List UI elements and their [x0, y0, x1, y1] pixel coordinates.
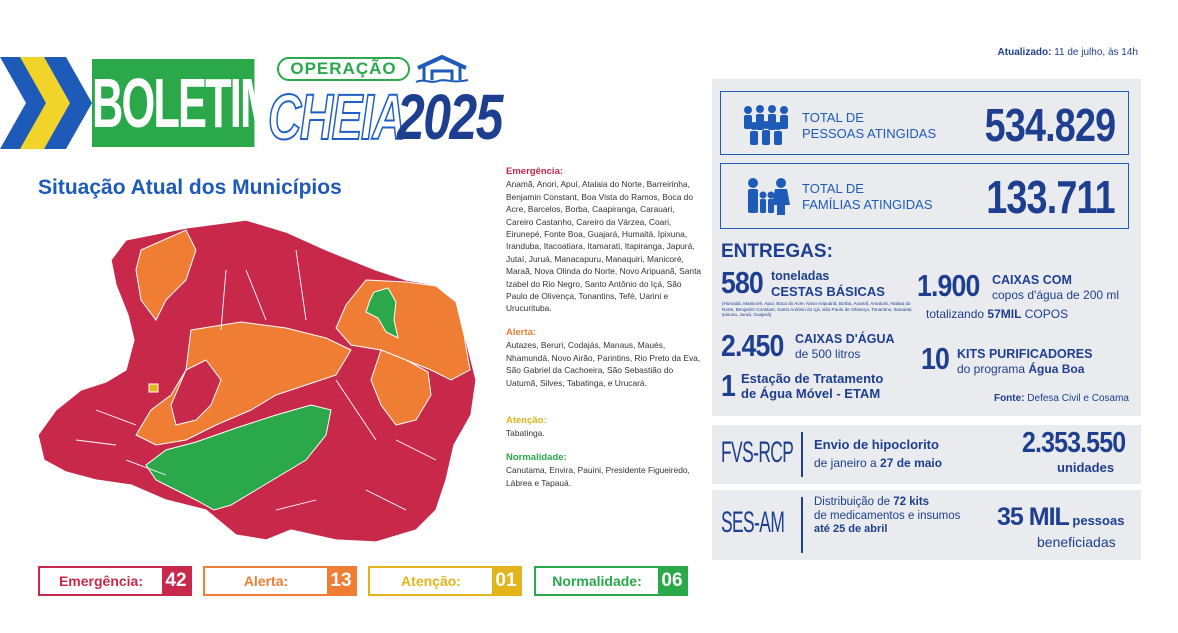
house-roof-icon — [414, 54, 470, 84]
legend-emergency-title: Emergência: — [506, 166, 564, 177]
status-box-normal — [534, 566, 688, 596]
legend-emergency-text: Anamã, Anori, Apuí, Atalaia do Norte, Barreirinha, Benjamin Constant, Boa Vista do Ramos, Boca do Acre, Barcelos, Borba, Caapiranga, Carauari, Careiro Castanho, Careiro da Várzea, Coari, Eirunepé, Fonte Boa, Guajará, Humaitá, Ipixuna, Iranduba, Itacoatiara, Itamarati, Itapiranga, Japurá, Jutaí, Juruá, Manacapuru, Manaquiri, Manicoré, Maraã, Nova Olinda do Norte, Novo Aripuanã, Santa Izabel do Rio Negro, Santo Antônio do Içá, São Paulo de Olivença, Tonantins, Tefé, Uarini e Urucurituba. — [506, 179, 702, 314]
fvs-line2 — [814, 456, 942, 470]
legend-normal-text: Canutama, Envira, Pauini, Presidente Figueiredo, Lábrea e Tapauá. — [506, 465, 690, 488]
status-label: Alerta: — [243, 573, 289, 589]
map-region-attention — [149, 384, 158, 392]
total-people-label-line1: TOTAL DE — [802, 110, 864, 125]
status-count: 42 — [162, 568, 190, 594]
water-tanks-number: 2.450 — [721, 328, 784, 363]
people-crowd-icon — [740, 104, 792, 146]
source-value: Defesa Civil e Cosama — [1024, 393, 1129, 404]
boletim-title: BOLETIM — [92, 59, 254, 147]
water-cups-total-value: 57MIL — [987, 307, 1022, 321]
ses-value: 35 MIL — [997, 503, 1069, 531]
etam-label-line2: de Água Móvel - ETAM — [741, 386, 881, 401]
source-note — [994, 393, 1129, 404]
legend-column — [506, 166, 702, 489]
baskets-unit: toneladas — [771, 269, 830, 283]
fvs-tag: FVS-RCP — [721, 436, 794, 469]
water-cups-number: 1.900 — [917, 268, 980, 303]
total-people-label-line2: PESSOAS ATINGIDAS — [802, 126, 937, 141]
fvs-unit: unidades — [1057, 460, 1115, 475]
ses-line1-kits: 72 kits — [893, 496, 930, 508]
total-families-label-line2: FAMÍLIAS ATINGIDAS — [802, 197, 933, 212]
status-count: 13 — [327, 568, 355, 594]
legend-alert-text: Autazes, Beruri, Codajás, Manaus, Maués, Nhamundá, Novo Airão, Parintins, Rio Preto da Eva, São Gabriel da Cachoeira, São Sebastião do Uatumã, Silves, Tabatinga, e Urucará. — [506, 340, 701, 388]
status-label: Normalidade: — [552, 573, 642, 589]
legend-attention-title: Atenção: — [506, 414, 547, 426]
purifier-kits-program: Água Boa — [1028, 362, 1085, 376]
water-tanks-label-line2: de 500 litros — [795, 347, 861, 361]
fvs-value: 2.353.550 — [1022, 427, 1126, 459]
status-label: Atenção: — [401, 573, 461, 589]
updated-value: 11 de julho, às 14h — [1051, 47, 1138, 58]
ses-tag: SES-AM — [721, 506, 785, 539]
legend-attention-text: Tabatinga. — [506, 428, 545, 439]
status-label: Emergência: — [58, 573, 144, 589]
total-people-value: 534.829 — [984, 99, 1115, 151]
water-cups-total-prefix: totalizando — [926, 307, 988, 321]
section-title: Situação Atual dos Municípios — [38, 176, 342, 199]
amazonas-map — [36, 210, 488, 555]
fvs-line2-date: 27 de maio — [880, 456, 943, 470]
legend-normal-title: Normalidade: — [506, 451, 567, 463]
status-box-attention — [368, 566, 522, 596]
status-count: 01 — [492, 568, 520, 594]
fvs-line1: Envio de hipoclorito — [814, 437, 939, 452]
updated-timestamp — [998, 47, 1138, 58]
purifier-kits-label-prefix: do programa — [957, 362, 1029, 376]
ses-line2: de medicamentos e insumos — [814, 510, 961, 522]
water-cups-label-line2: copos d'água de 200 ml — [992, 288, 1120, 302]
ses-line1-prefix: Distribuição de — [814, 496, 894, 508]
water-cups-label-line1: CAIXAS COM — [992, 273, 1072, 287]
deliveries-title: ENTREGAS: — [721, 241, 833, 262]
water-cups-total — [926, 307, 1068, 321]
ses-value-row — [997, 503, 1124, 532]
ses-line1 — [814, 495, 929, 509]
etam-label-line1: Estação de Tratamento — [741, 371, 884, 386]
operacao-label: OPERAÇÃO — [277, 57, 410, 81]
updated-label: Atualizado: — [997, 47, 1052, 58]
purifier-kits-label-line2 — [957, 362, 1084, 376]
baskets-label: CESTAS BÁSICAS — [771, 284, 885, 299]
source-label: Fonte: — [993, 393, 1025, 404]
baskets-municipalities-note: (Humaitá, Manicoré, Apuí, Boca do Acre, Novo Aripuanã, Borba, Anamã, Amaturá, Atalaia do Norte, Benjamin Constant, Santo Antônio do Içá, São Paulo de Olivença, Tonantins, Itamarati, Ipixuna, Juruá, Guajará) — [722, 301, 913, 317]
status-box-alert — [203, 566, 357, 596]
total-families-label-line1: TOTAL DE — [802, 181, 864, 196]
fvs-separator — [801, 432, 803, 477]
baskets-number: 580 — [721, 265, 763, 300]
water-cups-total-suffix: COPOS — [1021, 307, 1069, 321]
total-families-value: 133.711 — [986, 171, 1115, 223]
fvs-line2-prefix: de janeiro a — [814, 456, 881, 470]
total-families-label — [802, 181, 933, 213]
ses-separator — [801, 497, 803, 553]
etam-number: 1 — [721, 368, 735, 403]
year-title: 2025 — [397, 81, 502, 153]
chevron-logo-icon — [0, 57, 92, 149]
purifier-kits-label-line1: KITS PURIFICADORES — [957, 347, 1093, 361]
status-box-emergency — [38, 566, 192, 596]
family-icon — [743, 177, 791, 217]
purifier-kits-number: 10 — [921, 341, 949, 376]
water-tanks-label-line1: CAIXAS D'ÁGUA — [795, 332, 895, 346]
total-people-label — [802, 110, 936, 142]
ses-value-unit: pessoas — [1068, 513, 1125, 528]
ses-value-line2: beneficiadas — [1037, 534, 1116, 550]
ses-line3: até 25 de abril — [814, 523, 888, 535]
status-count: 06 — [658, 568, 686, 594]
cheia-title: CHEIA — [268, 81, 405, 153]
legend-alert-title: Alerta: — [506, 326, 537, 338]
